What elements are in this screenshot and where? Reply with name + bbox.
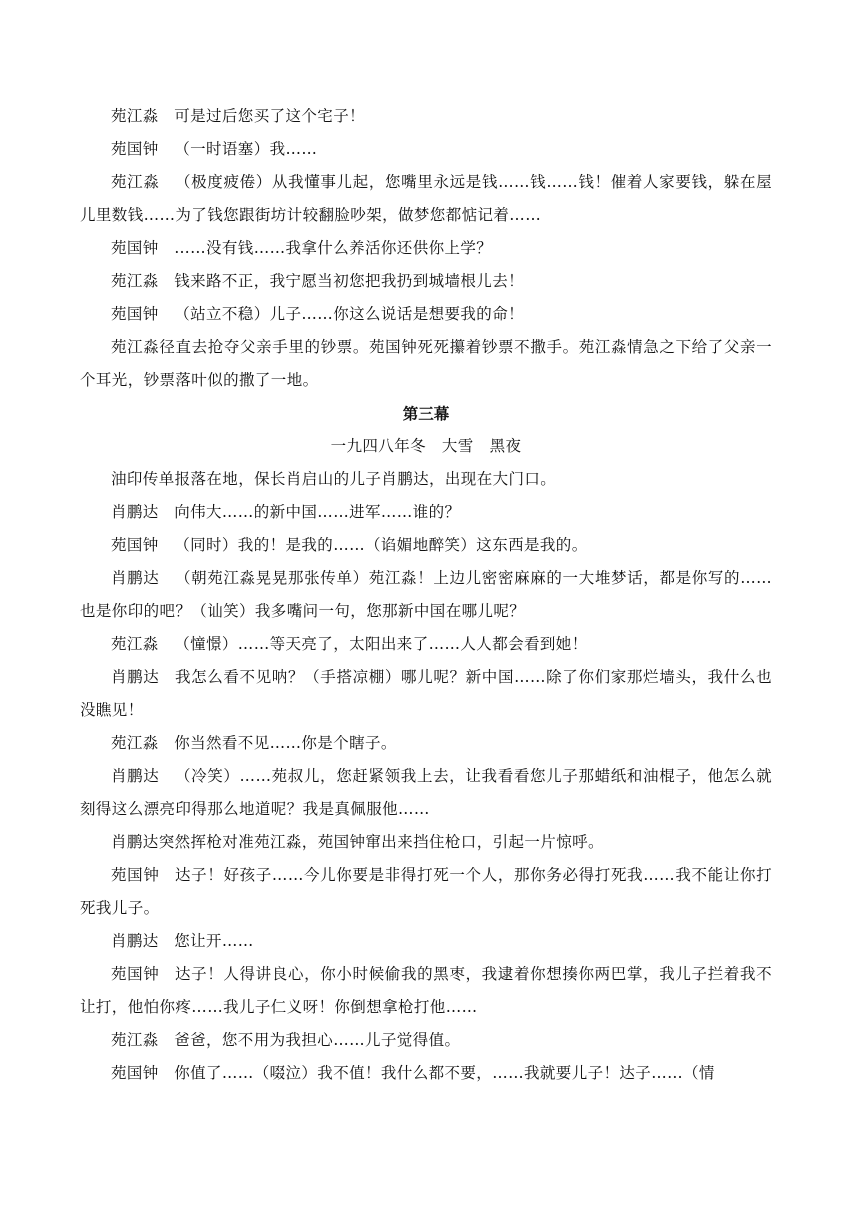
speaker-name: 苑国钟 bbox=[111, 965, 160, 983]
dialogue-line bbox=[80, 133, 772, 166]
speaker-name: 苑江淼 bbox=[111, 635, 159, 653]
speaker-name: 肖鹏达 bbox=[111, 503, 159, 521]
dialogue-line bbox=[80, 166, 772, 232]
dialogue-line bbox=[80, 562, 772, 628]
dialogue-line bbox=[80, 661, 772, 727]
speaker-name: 苑国钟 bbox=[111, 305, 159, 323]
dialogue-line bbox=[80, 958, 772, 1024]
speaker-name: 肖鹏达 bbox=[111, 932, 159, 950]
line-text: （极度疲倦）从我懂事儿起，您嘴里永远是钱……钱……钱！催着人家要钱，躲在屋儿里数钱……为了钱您跟街坊计较翻脸吵架，做梦您都惦记着…… bbox=[80, 173, 773, 224]
line-text: 向伟大……的新中国……进军……谁的？ bbox=[174, 503, 461, 521]
dialogue-line bbox=[80, 232, 772, 265]
line-text: （憧憬）……等天亮了，太阳出来了……人人都会看到她！ bbox=[174, 635, 588, 653]
speaker-name: 苑国钟 bbox=[111, 239, 159, 257]
line-text: 我怎么看不见呐？（手搭凉棚）哪儿呢？新中国……除了你们家那烂墙头，我什么也没瞧见！ bbox=[80, 668, 772, 719]
speaker-name: 苑国钟 bbox=[111, 536, 159, 554]
line-text: 您让开…… bbox=[174, 932, 254, 950]
line-text: （一时语塞）我…… bbox=[174, 140, 318, 158]
line-text: 你值了……（啜泣）我不值！我什么都不要，……我就要儿子！达子……（情 bbox=[174, 1064, 715, 1082]
act-title: 第三幕 bbox=[402, 404, 450, 423]
speaker-name: 肖鹏达 bbox=[111, 767, 160, 785]
script-page bbox=[80, 100, 772, 1090]
line-text: 你当然看不见……你是个瞎子。 bbox=[174, 734, 397, 752]
dialogue-line bbox=[80, 265, 772, 298]
line-text: ……没有钱……我拿什么养活你还供你上学？ bbox=[174, 239, 493, 257]
speaker-name: 苑江淼 bbox=[111, 1031, 159, 1049]
speaker-name: 肖鹏达 bbox=[111, 569, 160, 587]
speaker-name: 苑江淼 bbox=[111, 173, 160, 191]
dialogue-line bbox=[80, 925, 772, 958]
line-text: 爸爸，您不用为我担心……儿子觉得值。 bbox=[174, 1031, 461, 1049]
line-text: （冷笑）……苑叔儿，您赶紧领我上去，让我看看您儿子那蜡纸和油棍子，他怎么就刻得这么漂亮印得那么地道呢？我是真佩服他…… bbox=[80, 767, 772, 818]
act-setting: 一九四八年冬 大雪 黑夜 bbox=[330, 437, 522, 455]
speaker-name: 苑国钟 bbox=[111, 140, 159, 158]
dialogue-line bbox=[80, 298, 772, 331]
line-text: 油印传单报落在地，保长肖启山的儿子肖鹏达，出现在大门口。 bbox=[111, 470, 557, 488]
dialogue-line bbox=[80, 859, 772, 925]
dialogue-line bbox=[80, 1057, 772, 1090]
dialogue-line bbox=[80, 727, 772, 760]
line-text: 达子！人得讲良心，你小时候偷我的黑枣，我逮着你想揍你两巴掌，我儿子拦着我不让打，他怕你疼……我儿子仁义呀！你倒想拿枪打他…… bbox=[80, 965, 772, 1016]
dialogue-line bbox=[80, 760, 772, 826]
dialogue-line bbox=[80, 628, 772, 661]
line-text: 钱来路不正，我宁愿当初您把我扔到城墙根儿去！ bbox=[174, 272, 525, 290]
speaker-name: 苑国钟 bbox=[111, 866, 160, 884]
stage-direction bbox=[80, 463, 772, 496]
line-text: 肖鹏达突然挥枪对准苑江淼，苑国钟窜出来挡住枪口，引起一片惊呼。 bbox=[111, 833, 604, 851]
stage-direction bbox=[80, 331, 772, 397]
speaker-name: 苑江淼 bbox=[111, 272, 159, 290]
line-text: （同时）我的！是我的……（谄媚地醉笑）这东西是我的。 bbox=[174, 536, 588, 554]
stage-direction bbox=[80, 826, 772, 859]
line-text: 可是过后您买了这个宅子！ bbox=[174, 107, 366, 125]
speaker-name: 苑江淼 bbox=[111, 734, 159, 752]
speaker-name: 苑江淼 bbox=[111, 107, 159, 125]
line-text: （站立不稳）儿子……你这么说话是想要我的命！ bbox=[174, 305, 525, 323]
dialogue-line bbox=[80, 100, 772, 133]
dialogue-line bbox=[80, 1024, 772, 1057]
speaker-name: 肖鹏达 bbox=[111, 668, 160, 686]
line-text: （朝苑江淼晃晃那张传单）苑江淼！上边儿密密麻麻的一大堆梦话，都是你写的……也是你印的吧？（讪笑）我多嘴问一句，您那新中国在哪儿呢？ bbox=[80, 569, 772, 620]
speaker-name: 苑国钟 bbox=[111, 1064, 159, 1082]
line-text: 苑江淼径直去抢夺父亲手里的钞票。苑国钟死死攥着钞票不撒手。苑江淼情急之下给了父亲一个耳光，钞票落叶似的撒了一地。 bbox=[80, 338, 772, 389]
line-text: 达子！好孩子……今儿你要是非得打死一个人，那你务必得打死我……我不能让你打死我儿子。 bbox=[80, 866, 773, 917]
dialogue-section-act-two bbox=[80, 100, 772, 397]
dialogue-line bbox=[80, 529, 772, 562]
dialogue-line bbox=[80, 496, 772, 529]
dialogue-section-act-three bbox=[80, 463, 772, 1090]
